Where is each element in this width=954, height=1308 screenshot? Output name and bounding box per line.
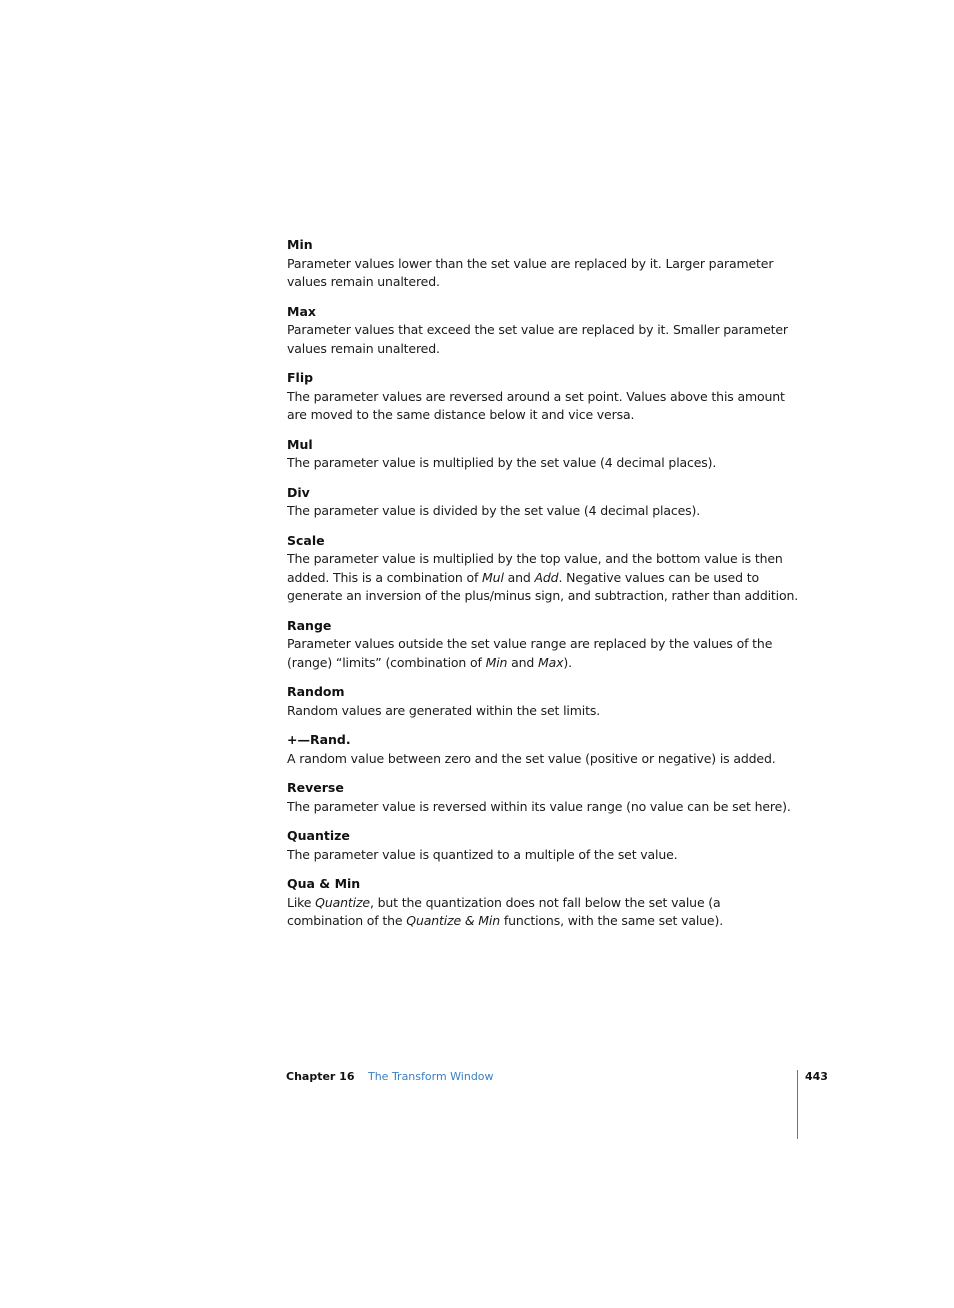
description-text: The parameter values are reversed around a set point. Values above this amount are moved to the same distance below it and vice versa. [287, 388, 785, 422]
definition-entry [287, 779, 799, 816]
italic-term-reference: Max [538, 654, 564, 670]
definition-description [287, 798, 799, 817]
definition-entry [287, 236, 799, 292]
definition-term: Scale [287, 532, 325, 548]
description-text: Parameter values lower than the set value are replaced by it. Larger parameter values remain unaltered. [287, 255, 774, 289]
definition-description [287, 550, 799, 606]
chapter-title: The Transform Window [367, 1070, 494, 1083]
definition-description [287, 702, 799, 721]
definition-term: Random [287, 684, 345, 699]
definition-entry [287, 827, 799, 864]
description-text: Random values are generated within the set limits. [287, 702, 601, 718]
description-text: A random value between zero and the set value (positive or negative) is added. [287, 750, 776, 766]
definition-term: +—Rand. [287, 732, 351, 747]
definition-term: Quantize [287, 828, 350, 843]
description-text: Parameter values outside the set value range are replaced by the values of the (range) “limits” (combination of [287, 636, 773, 670]
italic-term-reference: Min [485, 654, 508, 670]
description-text: , but the quantization does not fall below the set value (a combination of the [287, 894, 721, 928]
chapter-label: Chapter 16 [286, 1070, 355, 1083]
definition-entry [287, 303, 799, 359]
description-text: The parameter value is multiplied by the top value, and the bottom value is then added. This is a combination of [287, 551, 783, 585]
definition-description [287, 388, 799, 425]
description-text: and [503, 569, 535, 585]
description-text: Like [287, 894, 316, 910]
definition-description [287, 454, 799, 473]
definition-entry [287, 369, 799, 425]
definition-description [287, 750, 799, 769]
definition-description [287, 502, 799, 521]
definition-term: Max [287, 303, 316, 319]
definition-entry [287, 683, 799, 720]
definition-term: Range [287, 617, 332, 633]
italic-term-reference: Quantize & Min [406, 913, 501, 928]
description-text: The parameter value is reversed within its value range (no value can be set here). [287, 798, 791, 814]
definition-description [287, 846, 799, 865]
footer-divider [797, 1070, 798, 1139]
italic-term-reference: Add [534, 569, 559, 585]
description-text: functions, with the same set value). [500, 913, 724, 928]
definition-list [287, 236, 799, 942]
description-text: The parameter value is quantized to a multiple of the set value. [287, 846, 678, 862]
definition-entry [287, 875, 799, 931]
description-text: ). [563, 654, 572, 670]
definition-term: Flip [287, 370, 314, 385]
description-text: . Negative values can be used to generate an inversion of the plus/minus sign, and subtraction, rather than addition. [287, 569, 799, 603]
definition-term: Mul [287, 436, 313, 452]
definition-description [287, 635, 799, 672]
definition-term: Div [287, 484, 310, 500]
italic-term-reference: Quantize [315, 894, 370, 910]
definition-entry [287, 532, 799, 606]
definition-entry [287, 617, 799, 673]
definition-description [287, 321, 799, 358]
description-text: The parameter value is multiplied by the set value (4 decimal places). [287, 455, 717, 470]
definition-entry [287, 731, 799, 768]
definition-term: Min [287, 237, 313, 252]
definition-term: Reverse [287, 780, 344, 795]
definition-description [287, 255, 799, 292]
page-number: 443 [805, 1070, 828, 1083]
definition-term: Qua & Min [287, 876, 361, 891]
page-footer [286, 1069, 494, 1085]
description-text: Parameter values that exceed the set value are replaced by it. Smaller parameter values remain unaltered. [287, 322, 788, 356]
description-text: and [507, 654, 539, 670]
italic-term-reference: Mul [482, 569, 504, 585]
definition-entry [287, 484, 799, 521]
definition-description [287, 894, 799, 931]
definition-entry [287, 436, 799, 473]
description-text: The parameter value is divided by the set value (4 decimal places). [287, 503, 701, 518]
